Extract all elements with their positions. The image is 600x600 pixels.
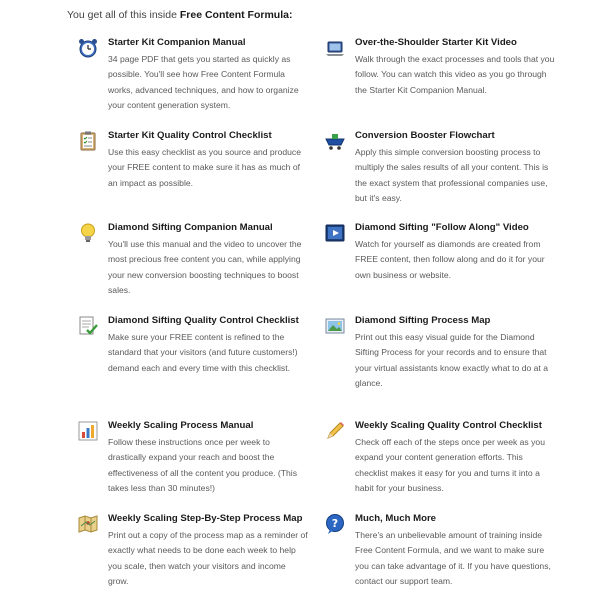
feature-item — [108, 222, 308, 298]
document-check-icon — [77, 315, 99, 337]
feature-title: Diamond Sifting Process Map — [355, 315, 491, 326]
feature-title: Conversion Booster Flowchart — [355, 130, 495, 141]
feature-item — [355, 222, 555, 283]
video-player-icon — [324, 222, 346, 244]
feature-description: Print out this easy visual guide for the Diamond Sifting Process for your records and to ensure that your virtual assistants know exactly what to do at a glance. — [355, 332, 548, 388]
question-bubble-icon — [324, 513, 346, 535]
feature-description: Watch for yourself as diamonds are created from FREE content, then follow along and do it for your own business or website. — [355, 239, 545, 280]
feature-item — [355, 420, 555, 496]
feature-description: Walk through the exact processes and tools that you follow. You can watch this video as you go through the Starter Kit Companion Manual. — [355, 54, 555, 95]
feature-item — [355, 315, 555, 391]
feature-item — [331, 513, 555, 589]
folded-map-icon — [77, 513, 99, 535]
feature-item — [355, 130, 555, 206]
feature-description: Check off each of the steps once per week as you expand your content generation efforts. This checklist makes it easy for you and turns it into a habit for your business. — [355, 437, 545, 493]
intro-highlight: Free Content Formula: — [179, 9, 293, 21]
feature-item — [108, 130, 308, 191]
feature-title: Weekly Scaling Process Manual — [108, 420, 254, 431]
feature-description: Use this easy checklist as you source and produce your FREE content to make sure it has as much of an impact as possible. — [108, 147, 301, 188]
feature-description: Apply this simple conversion boosting process to multiply the sales results of all your content. This is the exact system that professional companies use, but it's easy. — [355, 147, 549, 203]
shopping-cart-icon — [324, 130, 346, 152]
feature-title: Starter Kit Companion Manual — [108, 37, 246, 48]
intro-prefix: You get all of this inside — [67, 9, 180, 21]
feature-title: Diamond Sifting "Follow Along" Video — [355, 222, 529, 233]
feature-title: Weekly Scaling Quality Control Checklist — [355, 420, 542, 431]
laptop-icon — [324, 37, 346, 59]
intro-line — [67, 9, 292, 21]
picture-map-icon — [324, 315, 346, 337]
lightbulb-icon — [77, 222, 99, 244]
feature-item — [108, 513, 308, 589]
alarm-clock-icon — [77, 37, 99, 59]
feature-item — [108, 315, 308, 376]
feature-description: 34 page PDF that gets you started as quickly as possible. You'll see how Free Content Formula works, advanced techniques, and how to organize your content generation system. — [108, 54, 299, 110]
feature-title: Much, Much More — [355, 513, 437, 524]
feature-title: Starter Kit Quality Control Checklist — [108, 130, 272, 141]
feature-title: Weekly Scaling Step-By-Step Process Map — [108, 513, 303, 524]
feature-item — [355, 37, 555, 98]
feature-title: Diamond Sifting Companion Manual — [108, 222, 273, 233]
feature-description: You'll use this manual and the video to uncover the most precious free content you can, while applying your new conversion boosting techniques to boost sales. — [108, 239, 302, 295]
feature-title: Diamond Sifting Quality Control Checklist — [108, 315, 299, 326]
feature-title: Over-the-Shoulder Starter Kit Video — [355, 37, 517, 48]
svg-text:?: ? — [331, 517, 339, 530]
feature-description: Print out a copy of the process map as a reminder of exactly what needs to be done each week to help you scale, then watch your visitors and income grow. — [108, 530, 308, 586]
pencil-icon — [324, 420, 346, 442]
feature-description: Make sure your FREE content is refined to the standard that your visitors (and future customers!) demand each and every time with this checklist. — [108, 332, 298, 373]
clipboard-checklist-icon — [77, 130, 99, 152]
feature-item — [108, 420, 308, 496]
bar-chart-icon — [77, 420, 99, 442]
feature-description: Follow these instructions once per week to drastically expand your reach and boost the effectiveness of all the content you produce. (This takes less than 30 minutes!) — [108, 437, 298, 493]
feature-item — [108, 37, 308, 113]
feature-description: There's an unbelievable amount of training inside Free Content Formula, and we want to make sure you can take advantage of it. If you have questions, contact our support team. — [355, 530, 551, 586]
